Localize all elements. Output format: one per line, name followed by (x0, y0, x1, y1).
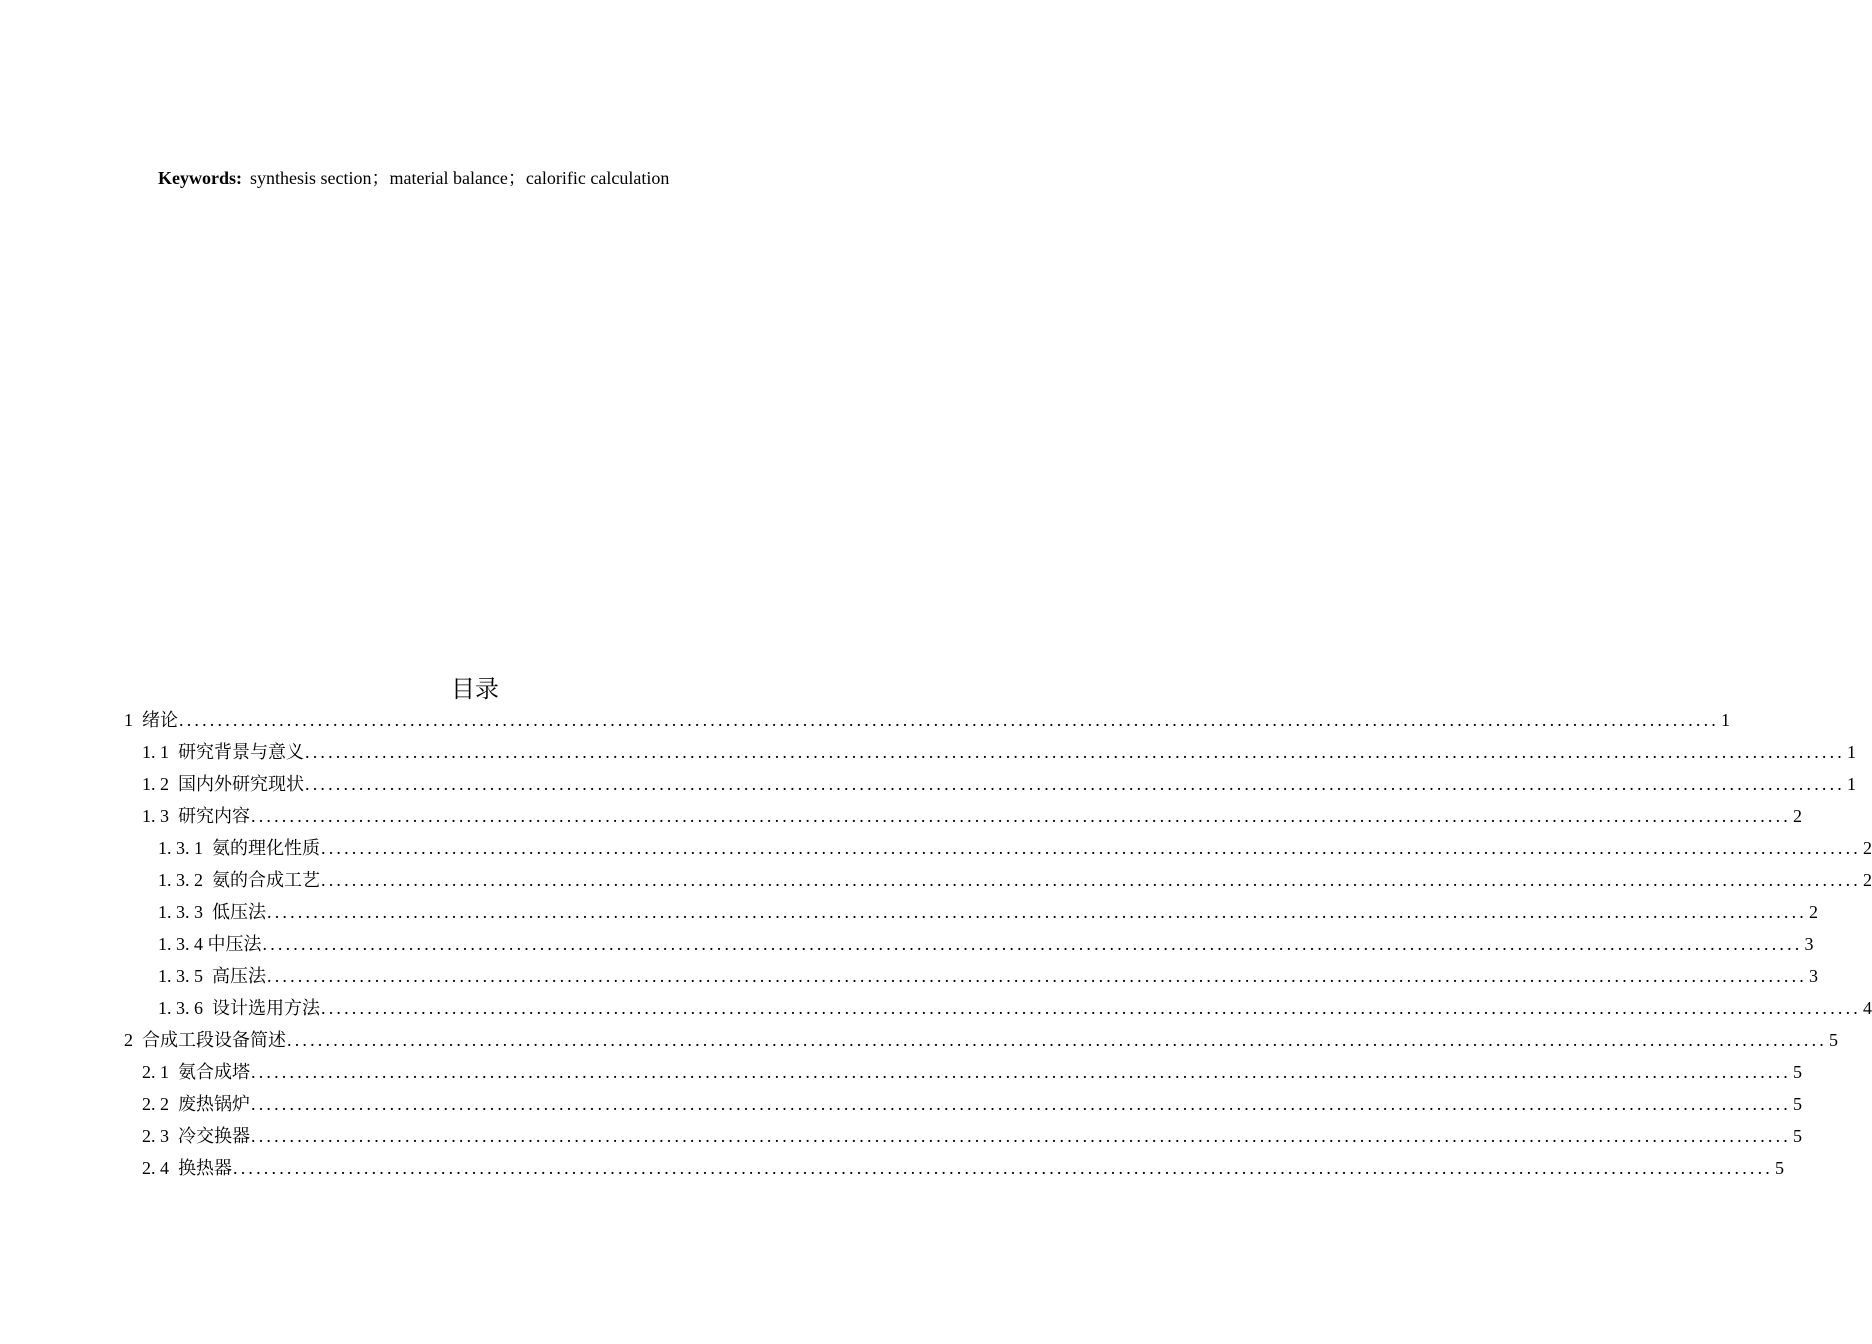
toc-entry[interactable] (142, 1120, 1802, 1152)
toc-entry-page: 2 (1863, 838, 1872, 858)
toc-entry-page: 5 (1829, 1030, 1838, 1050)
toc-entry[interactable] (124, 704, 1730, 736)
toc-entry-page: 5 (1775, 1158, 1784, 1178)
toc-entry-page: 2 (1809, 902, 1818, 922)
toc-entry-number: 1. 3. 2 (158, 870, 212, 890)
toc-entry-page: 1 (1847, 774, 1856, 794)
toc-entry[interactable] (142, 1152, 1784, 1184)
toc-leader-dots: ........................................................................................................................................................................................................ (262, 934, 1803, 954)
toc-entry-title: 低压法 (212, 902, 266, 922)
toc-entry-number: 1. 1 (142, 742, 178, 762)
toc-entry-number: 2. 1 (142, 1062, 178, 1082)
toc-leader-dots: ........................................................................................................................................................................................................ (267, 966, 1807, 986)
toc-entry-title: 国内外研究现状 (178, 774, 304, 794)
toc-entry[interactable] (158, 832, 1872, 864)
toc-entry[interactable] (158, 864, 1872, 896)
toc-entry-page: 5 (1793, 1126, 1802, 1146)
toc-entry-number: 1. 3. 4 (158, 934, 208, 954)
toc-entry-number: 2. 2 (142, 1094, 178, 1114)
toc-leader-dots: ........................................................................................................................................................................................................ (267, 902, 1807, 922)
toc-leader-dots: ........................................................................................................................................................................................................ (251, 1126, 1791, 1146)
keywords-label: Keywords: (158, 168, 242, 188)
toc-entry-number: 2 (124, 1030, 142, 1050)
toc-entry[interactable] (124, 1024, 1838, 1056)
toc-entry[interactable] (158, 992, 1872, 1024)
toc-entry-page: 4 (1863, 998, 1872, 1018)
toc-entry-number: 1. 3. 6 (158, 998, 212, 1018)
toc-entry-title: 中压法 (207, 934, 262, 954)
toc-leader-dots: ........................................................................................................................................................................................................ (321, 870, 1861, 890)
toc-entry[interactable] (142, 800, 1802, 832)
toc-entry-title: 合成工段设备简述 (142, 1030, 286, 1050)
toc-entry-number: 2. 4 (142, 1158, 178, 1178)
toc-entry-number: 1. 3. 3 (158, 902, 212, 922)
toc-leader-dots: ........................................................................................................................................................................................................ (287, 1030, 1827, 1050)
toc-leader-dots: ........................................................................................................................................................................................................ (321, 838, 1861, 858)
toc-leader-dots: ........................................................................................................................................................................................................ (321, 998, 1861, 1018)
toc-entry[interactable] (142, 768, 1856, 800)
toc-entry-page: 3 (1804, 934, 1814, 954)
toc-entry-page: 5 (1793, 1062, 1802, 1082)
toc-entry-title: 绪论 (142, 710, 178, 730)
toc-entry-title: 研究背景与意义 (178, 742, 304, 762)
toc-entry-page: 1 (1721, 710, 1730, 730)
toc-entry-number: 1. 3. 1 (158, 838, 212, 858)
keywords-text: synthesis section；material balance；calorific calculation (250, 168, 670, 188)
toc-entry-title: 冷交换器 (178, 1126, 250, 1146)
toc-entry-number: 1. 2 (142, 774, 178, 794)
toc-entry-title: 氨的合成工艺 (212, 870, 320, 890)
toc-leader-dots: ........................................................................................................................................................................................................ (179, 710, 1719, 730)
toc-entry-number: 2. 3 (142, 1126, 178, 1146)
toc-entry-number: 1. 3 (142, 806, 178, 826)
toc-entry[interactable] (158, 928, 1814, 960)
toc-leader-dots: ........................................................................................................................................................................................................ (251, 806, 1791, 826)
toc-entry-page: 2 (1793, 806, 1802, 826)
toc-leader-dots: ........................................................................................................................................................................................................ (251, 1062, 1791, 1082)
toc-entry-number: 1. 3. 5 (158, 966, 212, 986)
toc-entry[interactable] (158, 960, 1818, 992)
toc-leader-dots: ........................................................................................................................................................................................................ (233, 1158, 1773, 1178)
toc-entry-page: 3 (1809, 966, 1818, 986)
keywords-line (158, 165, 669, 191)
toc-entry[interactable] (142, 1088, 1802, 1120)
toc-leader-dots: ........................................................................................................................................................................................................ (305, 774, 1845, 794)
toc-entry-title: 高压法 (212, 966, 266, 986)
toc-leader-dots: ........................................................................................................................................................................................................ (251, 1094, 1791, 1114)
toc-entry[interactable] (158, 896, 1818, 928)
toc-entry[interactable] (142, 736, 1856, 768)
toc-entry-page: 2 (1863, 870, 1872, 890)
toc-entry-page: 5 (1793, 1094, 1802, 1114)
toc-entry-title: 研究内容 (178, 806, 250, 826)
toc-entry-title: 设计选用方法 (212, 998, 320, 1018)
toc-title: 目录 (451, 675, 499, 703)
toc-entry-title: 换热器 (178, 1158, 232, 1178)
toc-entry-title: 氨的理化性质 (212, 838, 320, 858)
toc-entry-title: 氨合成塔 (178, 1062, 250, 1082)
toc-entry-title: 废热锅炉 (178, 1094, 250, 1114)
toc-entry-number: 1 (124, 710, 142, 730)
toc-entry-page: 1 (1847, 742, 1856, 762)
toc-entry[interactable] (142, 1056, 1802, 1088)
toc-leader-dots: ........................................................................................................................................................................................................ (305, 742, 1845, 762)
